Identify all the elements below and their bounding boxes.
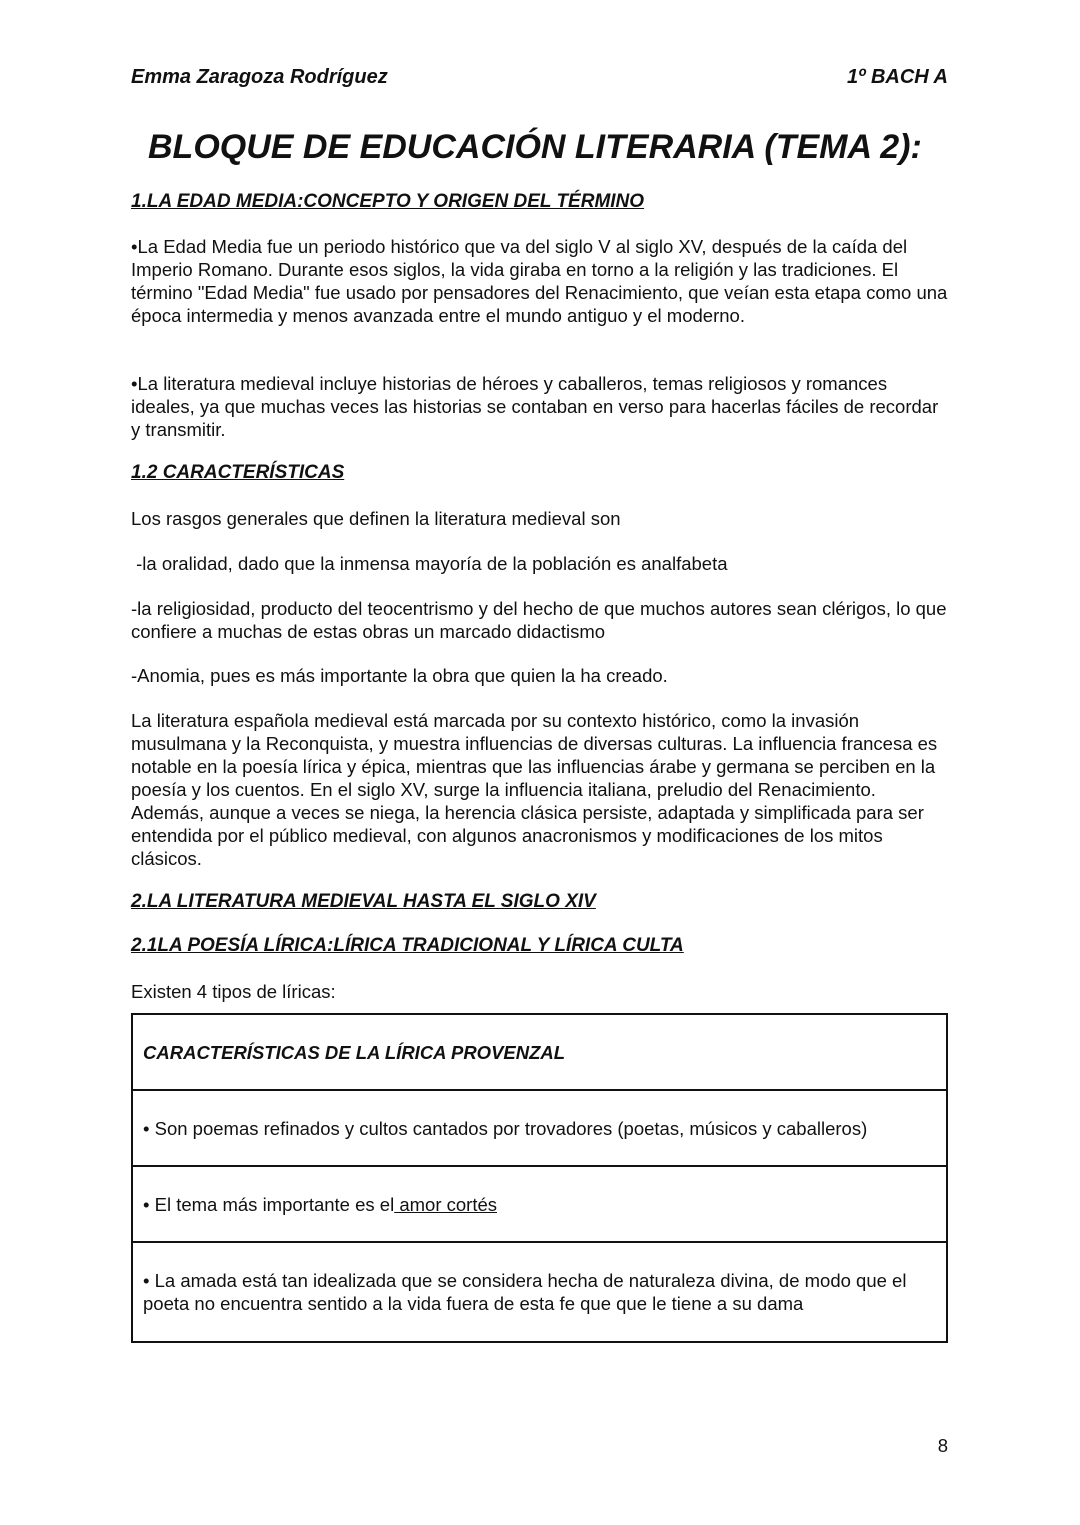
list-item-anomia: -Anomia, pues es más importante la obra que quien la ha creado. bbox=[131, 665, 668, 686]
author-name: Emma Zaragoza Rodríguez bbox=[131, 66, 388, 88]
class-name: 1º BACH A bbox=[846, 66, 948, 88]
section-heading-2: 2.LA LITERATURA MEDIEVAL HASTA EL SIGLO XIV bbox=[131, 891, 596, 912]
table-header-row bbox=[132, 1014, 947, 1090]
page-number: 8 bbox=[937, 1435, 948, 1456]
underlined-term: amor cortés bbox=[394, 1193, 497, 1215]
paragraph-edad-media: •La Edad Media fue un periodo histórico que va del siglo V al siglo XV, después de la caída del Imperio Romano. Durante esos siglos, la vida giraba en torno a la religión y las tradiciones. El término "Edad Media" fue usado por pensadores del Renacimiento, que veían esta etapa como una época intermedia y menos avanzada entre el mundo antiguo y el moderno. bbox=[131, 236, 948, 326]
table-row bbox=[132, 1166, 947, 1242]
list-item-oralidad: -la oralidad, dado que la inmensa mayoría de la población es analfabeta bbox=[131, 553, 728, 574]
table-cell-text: • El tema más importante es el bbox=[143, 1193, 395, 1215]
table-cell-amada: • La amada está tan idealizada que se considera hecha de naturaleza divina, de modo que el poeta no encuentra sentido a la vida fuera de esta fe que que le tiene a su dama bbox=[132, 1242, 947, 1342]
paragraph-contexto-historico: La literatura española medieval está marcada por su contexto histórico, como la invasión musulmana y la Reconquista, y muestra influencias de diversas culturas. La influencia francesa es notable en la poesía lírica y épica, mientras que las influencias árabe y germana se perciben en la poesía y los cuentos. En el siglo XV, surge la influencia italiana, preludio del Renacimiento. Además, aunque a veces se niega, la herencia clásica persiste, adaptada y simplificada para ser entendida por el público medieval, con algunos anacronismos y modificaciones de los mitos clásicos. bbox=[131, 710, 938, 869]
paragraph-rasgos-intro: Los rasgos generales que definen la literatura medieval son bbox=[131, 508, 621, 529]
list-item-religiosidad: -la religiosidad, producto del teocentrismo y del hecho de que muchos autores sean clérigos, lo que confiere a muchas de estas obras un marcado didactismo bbox=[131, 598, 947, 642]
paragraph-tipos-liricas: Existen 4 tipos de líricas: bbox=[131, 981, 336, 1002]
page-header bbox=[131, 66, 948, 89]
table-header-cell: CARACTERÍSTICAS DE LA LÍRICA PROVENZAL bbox=[132, 1014, 947, 1090]
table-row bbox=[132, 1090, 947, 1166]
lirica-provenzal-table bbox=[131, 1013, 948, 1343]
section-heading-1: 1.LA EDAD MEDIA:CONCEPTO Y ORIGEN DEL TÉRMINO bbox=[131, 191, 645, 212]
table-row bbox=[132, 1242, 947, 1342]
paragraph-literatura-medieval: •La literatura medieval incluye historias de héroes y caballeros, temas religiosos y romances ideales, ya que muchas veces las historias se contaban en verso para hacerlas fáciles de recordar y transmitir. bbox=[131, 373, 939, 440]
section-heading-1-2: 1.2 CARACTERÍSTICAS bbox=[131, 462, 345, 483]
table-cell-trovadores: • Son poemas refinados y cultos cantados por trovadores (poetas, músicos y caballeros) bbox=[132, 1090, 947, 1166]
section-heading-2-1: 2.1LA POESÍA LÍRICA:LÍRICA TRADICIONAL Y LÍRICA CULTA bbox=[131, 935, 684, 956]
page-title: BLOQUE DE EDUCACIÓN LITERARIA (TEMA 2): bbox=[148, 128, 922, 166]
table-cell-amor-cortes bbox=[132, 1166, 947, 1242]
